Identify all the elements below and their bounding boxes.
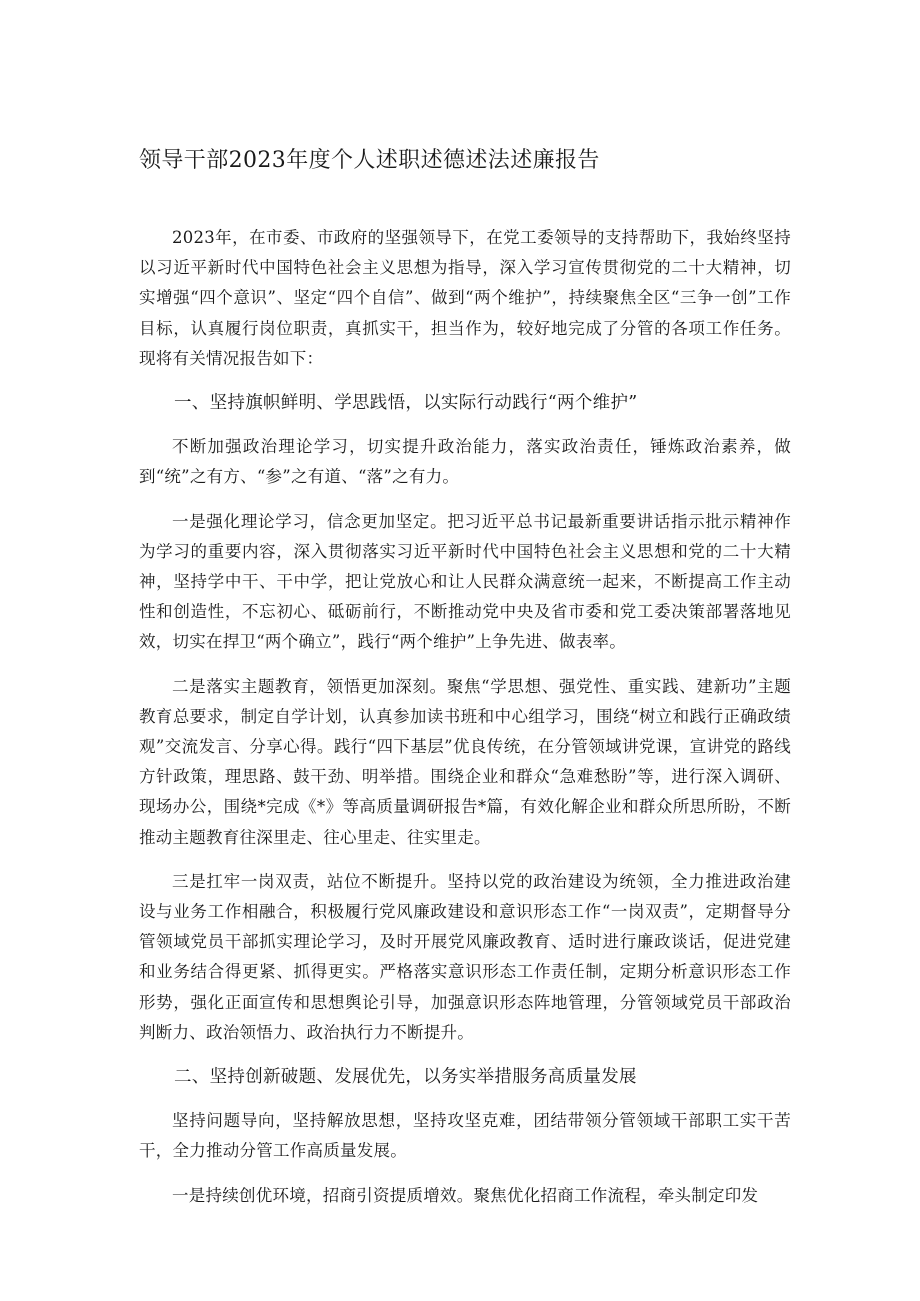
- document-body: [139, 223, 791, 1225]
- section-1-lead: 不断加强政治理论学习，切实提升政治能力，落实政治责任，锤炼政治素养，做到“统”之有方、“参”之有道、“落”之有力。: [139, 437, 791, 487]
- section-1-point-2: 二是落实主题教育，领悟更加深刻。聚焦“学思想、强党性、重实践、建新功”主题教育总要求，制定自学计划，认真参加读书班和中心组学习，围绕“树立和践行正确政绩观”交流发言、分享心得。践行“四下基层”优良传统，在分管领域讲党课，宣讲党的路线方针政策，理思路、鼓干劲、明举措。围绕企业和群众“急难愁盼”等，进行深入调研、现场办公，围绕*完成《*》等高质量调研报告*篇，有效化解企业和群众所思所盼，不断推动主题教育往深里走、往心里走、往实里走。: [139, 676, 791, 847]
- document-title: 领导干部2023年度个人述职述德述法述廉报告: [139, 148, 600, 173]
- section-2-lead: 坚持问题导向，坚持解放思想，坚持攻坚克难，团结带领分管领域干部职工实干苦干，全力推动分管工作高质量发展。: [139, 1111, 791, 1161]
- section-2-heading: 二、坚持创新破题、发展优先，以务实举措服务高质量发展: [174, 1067, 637, 1088]
- section-1-point-1: 一是强化理论学习，信念更加坚定。把习近平总书记最新重要讲话指示批示精神作为学习的重要内容，深入贯彻落实习近平新时代中国特色社会主义思想和党的二十大精神，坚持学中干、干中学，把让党放心和让人民群众满意统一起来，不断提高工作主动性和创造性，不忘初心、砥砺前行，不断推动党中央及省市委和党工委决策部署落地见效，切实在捍卫“两个确立”，践行“两个维护”上争先进、做表率。: [139, 511, 791, 652]
- section-1-heading: 一、坚持旗帜鲜明、学思践悟，以实际行动践行“两个维护”: [174, 393, 638, 414]
- section-1-point-3: 三是扛牢一岗双责，站位不断提升。坚持以党的政治建设为统领，全力推进政治建设与业务工作相融合，积极履行党风廉政建设和意识形态工作“一岗双责”，定期督导分管领域党员干部抓实理论学习，及时开展党风廉政教育、适时进行廉政谈话，促进党建和业务结合得更紧、抓得更实。严格落实意识形态工作责任制，定期分析意识形态工作形势，强化正面宣传和思想舆论引导，加强意识形态阵地管理，分管领域党员干部政治判断力、政治领悟力、政治执行力不断提升。: [139, 871, 791, 1042]
- section-2-point-1: 一是持续创优环境，招商引资提质增效。聚焦优化招商工作流程，牵头制定印发: [172, 1185, 759, 1205]
- intro-paragraph: 2023年，在市委、市政府的坚强领导下，在党工委领导的支持帮助下，我始终坚持以习近平新时代中国特色社会主义思想为指导，深入学习宣传贯彻党的二十大精神，切实增强“四个意识”、坚定“四个自信”、做到“两个维护”，持续聚焦全区“三争一创”工作目标，认真履行岗位职责，真抓实干，担当作为，较好地完成了分管的各项工作任务。现将有关情况报告如下：: [139, 228, 791, 368]
